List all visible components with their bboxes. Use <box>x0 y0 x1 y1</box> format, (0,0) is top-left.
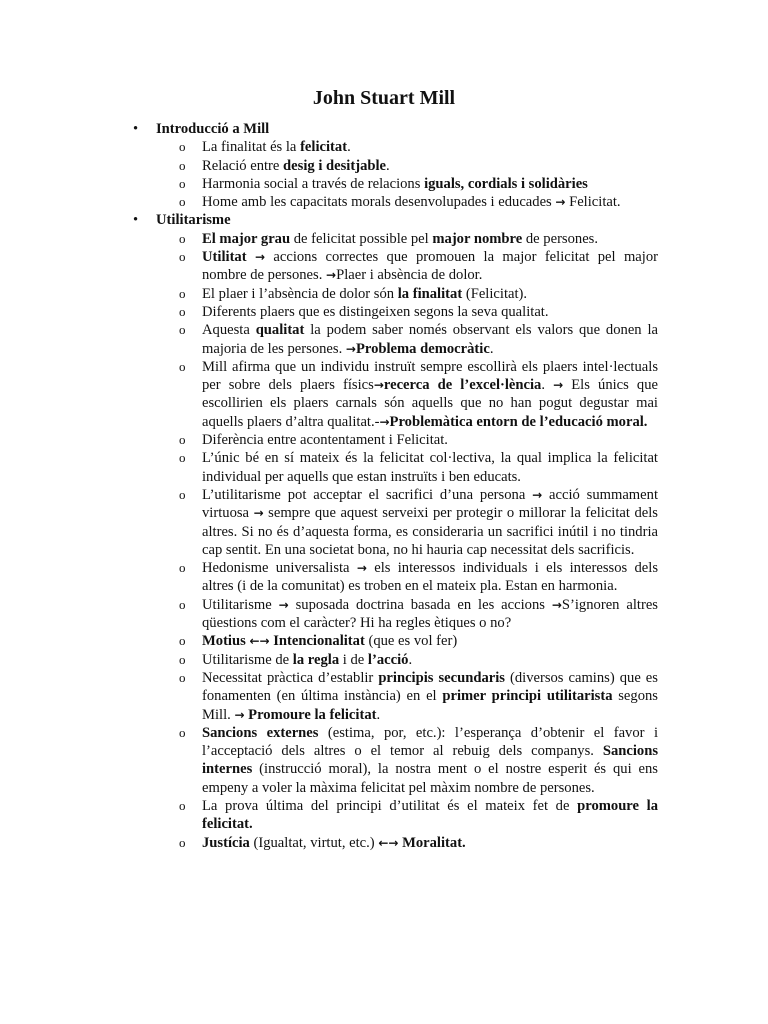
bold-text: Promoure la felicitat <box>248 706 377 723</box>
list-item <box>0 596 658 633</box>
text-run: Diferents plaers que es distingeixen segons la seva qualitat. <box>202 303 549 320</box>
right-arrow-icon: → <box>551 597 562 612</box>
sub-bullet-icon: o <box>179 633 186 649</box>
sub-bullet-icon: o <box>179 834 186 850</box>
text-run: segons Mill. <box>202 688 658 723</box>
sub-bullet-icon: o <box>179 596 186 612</box>
text-run: els interessos individuals i els interessos dels altres (i de la comunitat) es troben en el mateix pla. Estan en harmonia. <box>202 560 658 595</box>
list-item <box>0 431 658 449</box>
text-run: Hedonisme universalista <box>202 560 357 577</box>
page-title: John Stuart Mill <box>312 87 456 109</box>
sub-bullet-icon: o <box>179 285 186 301</box>
right-arrow-icon: → <box>356 561 367 576</box>
text-run: Aquesta <box>202 322 256 339</box>
text-run: La prova última del principi d’utilitat és el mateix fet de <box>202 797 578 814</box>
text-run: (instrucció moral), la nostra ment o el nostre esperit és qui ens empeny a voler la màxima felicitat pel màxim nombre de persones. <box>202 761 658 796</box>
bold-text: l’acció <box>367 651 409 668</box>
sub-bullet-icon: o <box>179 230 186 246</box>
bold-text: primer principi utilitarista <box>442 688 613 705</box>
text-run: L’utilitarisme pot acceptar el sacrifici d’una persona <box>202 486 533 503</box>
right-arrow-icon: → <box>234 707 245 722</box>
text-run: de persones. <box>522 230 599 247</box>
right-arrow-icon: → <box>373 378 384 393</box>
sub-bullet-icon: o <box>179 139 186 155</box>
text-run: . <box>347 139 351 156</box>
sub-bullet-icon: o <box>179 669 186 685</box>
text-run: i de <box>339 651 368 668</box>
text-run: (Felicitat). <box>462 285 528 302</box>
text-run: accions correctes que promouen la major felicitat pel major nombre de persones. <box>202 249 658 284</box>
right-arrow-icon: → <box>553 378 564 393</box>
section-heading <box>0 120 658 138</box>
list-item <box>0 651 658 669</box>
right-arrow-icon: → <box>278 597 289 612</box>
right-arrow-icon: → <box>345 341 356 356</box>
text-run: L’únic bé en sí mateix és la felicitat col·lectiva, la qual implica la felicitat individual per aquells que estan instruïts i ben educats. <box>202 450 658 485</box>
text-run: acció summament virtuosa <box>202 486 658 522</box>
bold-text: principis secundaris <box>378 669 505 686</box>
text-run: S’ignoren altres qüestions com el caràcter? Hi ha regles ètiques o no? <box>202 596 658 632</box>
text-run <box>247 249 255 265</box>
text-run: Plaer i absència de dolor. <box>336 267 483 284</box>
list-item <box>0 724 658 797</box>
text-run: El plaer i l’absència de dolor són <box>202 285 398 302</box>
text-run: Necessitat pràctica d’establir <box>202 669 379 686</box>
double-arrow-icon: ←→ <box>249 634 270 649</box>
text-run: suposada doctrina basada en les accions <box>288 596 552 613</box>
right-arrow-icon: → <box>532 487 543 502</box>
list-item <box>0 669 658 724</box>
bold-text: Justícia <box>202 834 250 851</box>
bullet-icon: • <box>133 121 139 137</box>
text-run: Felicitat. <box>565 194 621 211</box>
bold-text: Intencionalitat <box>273 633 365 650</box>
list-item <box>0 449 658 486</box>
bold-text: la finalitat <box>397 285 463 302</box>
sub-bullet-icon: o <box>179 450 186 466</box>
bold-text: Moralitat. <box>402 834 466 851</box>
list-item <box>0 303 658 321</box>
right-arrow-icon: → <box>254 250 266 265</box>
text-run: de felicitat possible pel <box>290 230 433 247</box>
bold-text: major nombre <box>432 230 523 247</box>
list-item <box>0 157 658 175</box>
text-run: Harmonia social a través de relacions <box>202 175 425 192</box>
bold-text: la regla <box>292 651 340 668</box>
sub-bullet-icon: o <box>179 486 186 502</box>
bold-text: felicitat <box>300 139 348 156</box>
sub-bullet-icon: o <box>179 194 186 210</box>
list-item <box>0 193 658 211</box>
text-run: Utilitarisme <box>202 596 279 613</box>
list-item <box>0 486 658 559</box>
list-item <box>0 321 658 358</box>
double-arrow-icon: ←→ <box>378 835 399 850</box>
sub-bullet-icon: o <box>179 249 186 265</box>
bold-text: El major grau <box>202 230 291 247</box>
list-item <box>0 230 658 248</box>
sub-bullet-icon: o <box>179 157 186 173</box>
bold-text: Problemàtica entorn de l’educació moral. <box>389 413 648 430</box>
bullet-icon: • <box>133 212 139 229</box>
bold-text: desig i desitjable <box>283 157 387 174</box>
bold-text: Sancions externes <box>202 724 319 741</box>
list-item <box>0 632 658 650</box>
sub-bullet-icon: o <box>179 358 186 374</box>
section-heading <box>0 211 658 229</box>
text-run: (Igualtat, virtut, etc.) <box>249 834 379 851</box>
text-run: Utilitarisme de <box>202 651 293 668</box>
list-item <box>0 138 658 156</box>
sub-bullet-icon: o <box>179 175 186 191</box>
bold-text: Motius <box>202 633 246 650</box>
text-run: . <box>386 157 390 174</box>
right-arrow-icon: → <box>555 195 566 210</box>
sub-bullet-icon: o <box>179 651 186 667</box>
text-run: (diversos camins) que es fonamenten (en última instància) en el <box>202 669 658 705</box>
sub-bullet-icon: o <box>179 560 186 576</box>
text-run: Diferència entre acontentament i Felicitat. <box>202 432 448 449</box>
text-run: . <box>489 340 494 357</box>
list-item <box>0 834 658 852</box>
text-run: La finalitat és la <box>202 139 301 156</box>
bold-text: Sancions internes <box>202 743 658 778</box>
bold-text: Problema democràtic <box>355 340 490 357</box>
bold-text: recerca de l’excel·lència <box>383 377 542 394</box>
text-run: Home amb les capacitats morals desenvolupades i educades <box>202 194 556 211</box>
text-run: . <box>408 651 413 668</box>
list-item <box>0 248 658 285</box>
right-arrow-icon: → <box>253 506 264 521</box>
list-item <box>0 285 658 303</box>
text-run: . <box>376 706 381 723</box>
list-item <box>0 797 658 834</box>
sub-bullet-icon: o <box>179 797 186 813</box>
text-run: . <box>541 377 554 394</box>
text-run: sempre que aquest serveixi per protegir o millorar la felicitat dels altres. Si no és d’aquesta forma, es consideraria un sacrifici inútil i no tindria cap sentit. En una societat bona, no hi hauria cap necessitat dels sacrificis. <box>202 505 658 558</box>
right-arrow-icon: → <box>326 268 337 283</box>
text-run: Relació entre <box>202 157 284 174</box>
bold-text: iguals, cordials i solidàries <box>424 175 588 192</box>
section-heading-text: Introducció a Mill <box>156 121 270 137</box>
bold-text: qualitat <box>255 322 305 339</box>
section-heading-text: Utilitarisme <box>156 212 231 229</box>
sub-bullet-icon: o <box>179 322 186 338</box>
bold-text: promoure la felicitat. <box>202 797 658 833</box>
text-run: Mill afirma que un individu instruït sempre escollirà els plaers intel·lectuals per sobre dels plaers físics <box>202 358 658 394</box>
text-run: Els únics que escollirien els plaers carnals són aquells que no han pogut degustar mai aquells plaers d’altra qualitat.- <box>202 377 658 430</box>
list-item <box>0 559 658 596</box>
outline-list <box>0 120 768 852</box>
right-arrow-icon: → <box>379 414 390 429</box>
sub-bullet-icon: o <box>179 724 186 740</box>
text-run: la podem saber només observant els valors que donen la majoria de les persones. <box>202 322 658 357</box>
text-run: (que es vol fer) <box>364 633 458 650</box>
sub-bullet-icon: o <box>179 303 186 319</box>
text-run: (estima, por, etc.): l’esperança d’obtenir el favor i l’acceptació dels altres o el temor al rebuig dels companys. <box>202 724 659 760</box>
list-item <box>0 175 658 193</box>
bold-text: Utilitat <box>202 249 247 266</box>
list-item <box>0 358 658 431</box>
sub-bullet-icon: o <box>179 432 186 448</box>
